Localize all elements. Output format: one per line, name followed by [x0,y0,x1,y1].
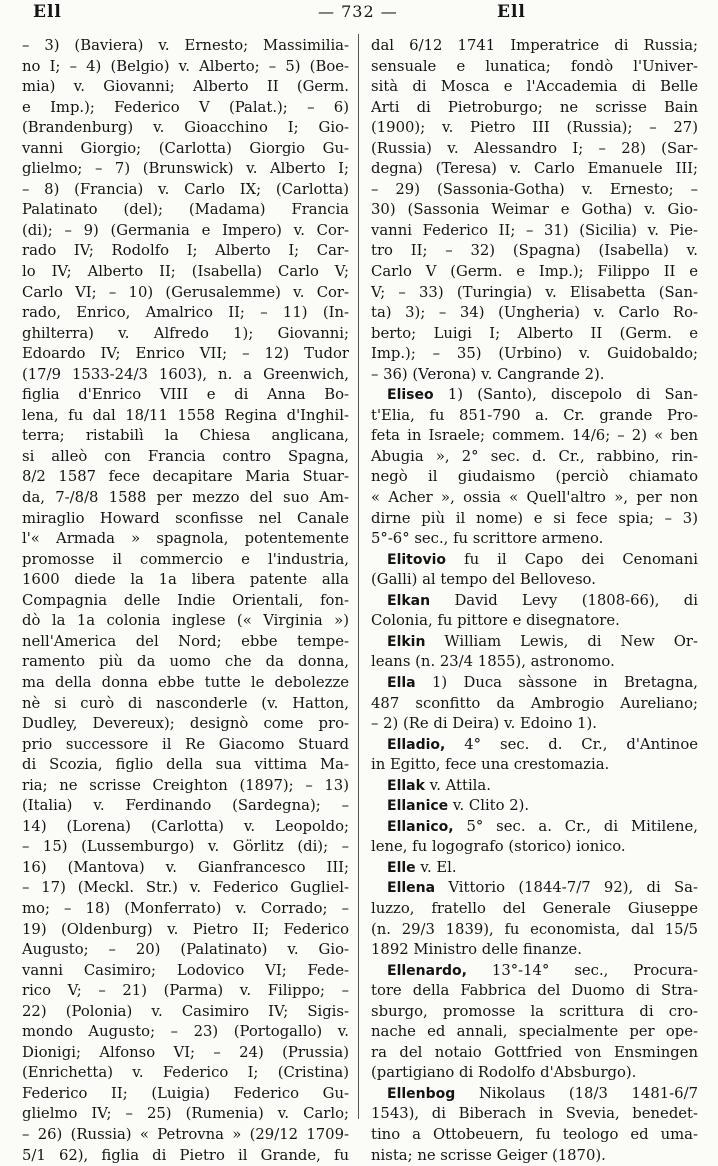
text-line [22,550,349,571]
line-text: (di); – 9) (Germania e Impero) v. Cor- [22,221,349,239]
text-line [371,98,698,119]
text-line [22,180,349,201]
text-line [22,981,349,1002]
line-text: v. Clito 2). [448,797,530,815]
text-line [22,139,349,160]
line-text: dirne più il nome) e si fece spia; – 3) [371,509,698,527]
text-line [22,77,349,98]
text-line [22,488,349,509]
line-text: 19) (Oldenburg) v. Pietro II; Federico [22,920,349,938]
text-line [22,837,349,858]
text-line [22,1104,349,1125]
text-line [371,652,698,673]
line-text: 1) Duca sàssone in Bretagna, [415,673,698,691]
text-line [22,36,349,57]
text-line [371,241,698,262]
entry-headword: Ellenardo, [387,962,467,979]
entry-first-line [371,735,698,756]
line-text: « Acher », ossia « Quell'altro », per non [371,489,698,507]
entry-headword: Ellanico, [387,818,454,835]
text-line [371,694,698,715]
line-text: V; – 33) (Turingia) v. Elisabetta (San- [371,283,698,301]
text-line [371,570,698,591]
text-line [22,221,349,242]
line-text: 5°-6° sec., fu scrittore armeno. [371,530,604,548]
text-line [22,509,349,530]
entry-first-line [371,858,698,879]
line-text: – 26) (Russia) « Petrovna » (29/12 1709- [22,1125,349,1143]
text-line [371,200,698,221]
line-text: 1543), di Biberach in Svevia, benedet- [371,1105,698,1123]
line-text: nè si curò di nasconderle (v. Hatton, [22,694,349,712]
line-text: (partigiano di Rodolfo d'Absburgo). [371,1064,637,1082]
text-line [371,36,698,57]
line-text: Carlo V (Germ. e Imp.); Filippo II e [371,263,698,281]
line-text: dò la 1a colonia inglese (« Virginia ») [22,612,349,630]
line-text: (Brandenburg) v. Gioacchino I; Gio- [22,119,349,137]
text-line [22,241,349,262]
text-line [22,200,349,221]
text-line [22,344,349,365]
text-line [371,344,698,365]
line-text: rado IV; Rodolfo I; Alberto I; Car- [22,242,349,260]
line-text: 30) (Sassonia Weimar e Gotha) v. Gio- [371,201,698,219]
entry-first-line [371,796,698,817]
running-head-left: Ell [33,2,62,22]
text-line [22,365,349,386]
line-text: nista; ne scrisse Geiger (1870). [371,1146,606,1164]
text-line [22,776,349,797]
entry-first-line [371,550,698,571]
text-line [22,920,349,941]
line-text: luzzo, fratello del Generale Giuseppe [371,899,698,917]
text-line [371,426,698,447]
line-text: l'« Armada » spagnola, potentemente [22,530,349,548]
entry-first-line [371,385,698,406]
line-text: promosse il commercio e l'industria, [22,550,349,568]
text-line [371,180,698,201]
line-text: ta) 3); – 34) (Ungheria) v. Carlo Ro- [371,304,698,322]
line-text: (Russia) v. Alessandro I; – 28) (Sar- [371,139,698,157]
line-text: (Enrichetta) v. Federico I; (Cristina) [22,1064,349,1082]
text-line [22,447,349,468]
text-line [22,673,349,694]
entry-first-line [371,878,698,899]
line-text: sburgo, promosse la scrittura di cro- [371,1002,698,1020]
line-text: 5° sec. a. Cr., di Mitilene, [453,817,698,835]
line-text: e Imp.); Federico V (Palat.); – 6) [22,98,349,116]
text-line [371,139,698,160]
line-text: lo IV; Alberto II; (Isabella) Carlo V; [22,263,349,281]
line-text: Dionigi; Alfonso VI; – 24) (Prussia) [22,1043,349,1061]
text-line [22,98,349,119]
line-text: da, 7-/8/8 1588 per mezzo del suo Am- [22,489,349,507]
line-text: (17/9 1533-24/3 1603), n. a Greenwich, [22,365,349,383]
line-text: ria; ne scrisse Creighton (1897); – 13) [22,776,349,794]
text-line [22,735,349,756]
line-text: rado, Enrico, Amalrico II; – 11) (In- [22,304,349,322]
line-text: fu il Capo dei Cenomani [446,550,698,568]
line-text: sità di Mosca e l'Accademia di Belle [371,78,698,96]
text-line [371,262,698,283]
text-line [22,755,349,776]
line-text: v. El. [415,858,457,876]
line-text: glielmo; – 7) (Brunswick) v. Alberto I; [22,160,349,178]
line-text: nache ed annali, specialmente per ope- [371,1023,698,1041]
text-line [371,283,698,304]
line-text: si alleò con Francia contro Spagna, [22,447,349,465]
line-text: t'Elia, fu 851-790 a. Cr. grande Pro- [371,406,698,424]
line-text: 487 sconfitto da Ambrogio Aureliano; [371,694,698,712]
line-text: 14) (Lorena) (Carlotta) v. Leopoldo; [22,817,349,835]
line-text: ma della donna ebbe tutte le debolezze [22,673,349,691]
line-text: vanni Federico II; – 31) (Sicilia) v. Pie- [371,221,698,239]
entry-first-line [371,961,698,982]
text-line [371,899,698,920]
line-text: terra; ristabilì la Chiesa anglicana, [22,427,349,445]
entry-first-line [371,817,698,838]
line-text: – 3) (Baviera) v. Ernesto; Massimilia- [22,37,349,54]
line-text: 1600 diede la 1a libera patente alla [22,571,349,589]
text-line [371,447,698,468]
line-text: Colonia, fu pittore e disegnatore. [371,612,620,630]
line-text: glielmo IV; – 25) (Rumenia) v. Carlo; [22,1105,349,1123]
line-text: Nikolaus (18/3 1481-6/7 [455,1084,698,1102]
line-text: – 36) (Verona) v. Cangrande 2). [371,365,605,383]
text-line [22,858,349,879]
line-text: Abugia », 2° sec. d. Cr., rabbino, rin- [371,447,698,465]
line-text: Carlo VI; – 10) (Gerusalemme) v. Cor- [22,283,349,301]
running-head-right: Ell [497,2,526,22]
line-text: – 15) (Lussemburgo) v. Görlitz (di); – [22,838,349,856]
text-line [22,796,349,817]
text-line [371,714,698,735]
page-number: — 732 — [318,2,398,21]
line-text: Augusto; – 20) (Palatinato) v. Gio- [22,941,349,959]
line-text: feta in Israele; commem. 14/6; – 2) « ben [371,427,698,445]
text-line [22,406,349,427]
line-text: (Italia) v. Ferdinando (Sardegna); – [22,797,349,815]
entry-headword: Elle [387,859,416,876]
line-text: William Lewis, di New Or- [425,632,698,650]
line-text: Imp.); – 35) (Urbino) v. Guidobaldo; [371,345,698,363]
line-text: 8/2 1587 fece decapitare Maria Stuar- [22,468,349,486]
text-line [22,817,349,838]
text-line [371,406,698,427]
text-line [371,940,698,961]
text-line [22,961,349,982]
text-line [371,57,698,78]
line-text: miraglio Howard sconfisse nel Canale [22,509,349,527]
page-header [0,0,718,26]
left-column [22,36,349,1164]
text-line [371,467,698,488]
entry-headword: Ellak [387,777,425,794]
line-text: vanni Casimiro; Lodovico VI; Fede- [22,961,349,979]
right-column [371,36,698,1164]
entry-first-line [371,632,698,653]
entry-first-line [371,591,698,612]
text-line [22,611,349,632]
line-text: dal 6/12 1741 Imperatrice di Russia; [371,37,698,54]
text-line [371,1002,698,1023]
line-text: – 29) (Sassonia-Gotha) v. Ernesto; – [371,180,698,198]
column-divider [358,34,359,1119]
line-text: – 2) (Re di Deira) v. Edoino 1). [371,715,597,733]
text-line [22,714,349,735]
entry-headword: Eliseo [387,387,434,404]
entry-first-line [371,776,698,797]
text-line [22,57,349,78]
line-text: ghilterra) v. Alfredo 1); Giovanni; [22,324,349,342]
line-text: prio successore il Re Giacomo Stuard [22,735,349,753]
entry-headword: Ellenbog [387,1085,456,1102]
line-text: nell'America del Nord; ebbe tempe- [22,632,349,650]
entry-first-line [371,1084,698,1105]
line-text: sensuale e lunatica; fondò l'Univer- [371,57,698,75]
line-text: in Egitto, fece una crestomazia. [371,756,610,774]
line-text: rico V; – 21) (Parma) v. Filippo; – [22,982,349,1000]
text-line [371,529,698,550]
line-text: (n. 29/3 1839), fu economista, dal 15/5 [371,920,698,938]
entry-first-line [371,673,698,694]
text-line [22,1146,349,1166]
line-text: mia) v. Giovanni; Alberto II (Germ. [22,78,349,96]
text-line [22,118,349,139]
entry-headword: Elladio, [387,736,446,753]
text-line [22,570,349,591]
text-line [371,981,698,1002]
line-text: – 17) (Meckl. Str.) v. Federico Gugliel- [22,879,349,897]
line-text: David Levy (1808-66), di [430,591,698,609]
line-text: Vittorio (1844-7/7 92), di Sa- [435,879,698,897]
line-text: 1892 Ministro delle finanze. [371,941,582,959]
entry-headword: Elkin [387,633,426,650]
line-text: v. Attila. [424,776,491,794]
text-line [371,488,698,509]
line-text: 16) (Mantova) v. Gianfrancesco III; [22,858,349,876]
text-line [22,303,349,324]
text-line [22,1043,349,1064]
text-line [22,385,349,406]
text-line [371,920,698,941]
text-line [22,1125,349,1146]
text-line [22,324,349,345]
line-text: ra del notaio Gottfried von Ensmingen [371,1043,698,1061]
entry-headword: Ellena [387,880,436,897]
line-text: lena, fu dal 18/11 1558 Regina d'Inghil- [22,406,349,424]
line-text: lene, fu logografo (storico) ionico. [371,838,626,856]
text-line [22,652,349,673]
line-text: 4° sec. d. Cr., d'Antinoe [445,735,698,753]
text-line [22,1002,349,1023]
line-text: Arti di Pietroburgo; ne scrisse Bain [371,98,698,116]
text-line [22,467,349,488]
line-text: vanni Giorgio; (Carlotta) Giorgio Gu- [22,139,349,157]
line-text: leans (n. 23/4 1855), astronomo. [371,653,615,671]
text-line [371,118,698,139]
text-line [371,159,698,180]
text-line [371,303,698,324]
line-text: tino a Ottobeuern, fu teologo ed uma- [371,1125,698,1143]
line-text: mo; – 18) (Monferrato) v. Corrado; – [22,899,349,917]
line-text: 13°-14° sec., Procura- [466,961,698,979]
text-line [371,509,698,530]
text-line [22,591,349,612]
line-text: Palatinato (del); (Madama) Francia [22,201,349,219]
text-line [371,1146,698,1166]
text-line [371,365,698,386]
text-line [371,324,698,345]
text-line [371,611,698,632]
line-text: Edoardo IV; Enrico VII; – 12) Tudor [22,345,349,363]
text-line [22,529,349,550]
entry-headword: Ellanice [387,798,449,815]
text-line [22,899,349,920]
line-text: tore della Fabbrica del Duomo di Stra- [371,982,698,1000]
text-line [371,1063,698,1084]
entry-headword: Elitovio [387,551,447,568]
text-line [22,940,349,961]
line-text: figlia d'Enrico VIII e di Anna Bo- [22,386,349,404]
line-text: ramento più da uomo che da donna, [22,653,349,671]
text-line [22,878,349,899]
entry-headword: Elkan [387,592,431,609]
text-line [371,1125,698,1146]
line-text: 22) (Polonia) v. Casimiro IV; Sigis- [22,1002,349,1020]
line-text: di Scozia, figlio della sua vittima Ma- [22,756,349,774]
text-line [22,632,349,653]
entry-headword: Ella [387,674,416,691]
text-line [371,1104,698,1125]
line-text: berto; Luigi I; Alberto II (Germ. e [371,324,698,342]
line-text: Compagnia delle Indie Orientali, fon- [22,591,349,609]
text-line [22,159,349,180]
line-text: (Galli) al tempo del Belloveso. [371,571,596,589]
text-line [22,262,349,283]
text-line [371,1043,698,1064]
line-text: Federico II; (Luigia) Federico Gu- [22,1084,349,1102]
text-line [22,1063,349,1084]
text-line [371,1022,698,1043]
line-text: no I; – 4) (Belgio) v. Alberto; – 5) (Boe- [22,57,349,75]
text-line [22,1022,349,1043]
line-text: Dudley, Devereux); designò come pro- [22,715,349,733]
text-line [22,1084,349,1105]
text-line [22,694,349,715]
text-line [371,755,698,776]
text-line [371,77,698,98]
line-text: (1900); v. Pietro III (Russia); – 27) [371,119,698,137]
text-line [22,426,349,447]
line-text: 1) (Santo), discepolo di San- [433,386,698,404]
line-text: degna) (Teresa) v. Carlo Emanuele III; [371,160,698,178]
text-line [371,221,698,242]
line-text: tro II; – 32) (Spagna) (Isabella) v. [371,242,698,260]
line-text: 5/1 62), figlia di Pietro il Grande, fu [22,1146,349,1164]
text-line [371,837,698,858]
line-text: – 8) (Francia) v. Carlo IX; (Carlotta) [22,180,349,198]
line-text: mondo Augusto; – 23) (Portogallo) v. [22,1023,349,1041]
line-text: negò il giudaismo (perciò chiamato [371,468,698,486]
text-line [22,283,349,304]
